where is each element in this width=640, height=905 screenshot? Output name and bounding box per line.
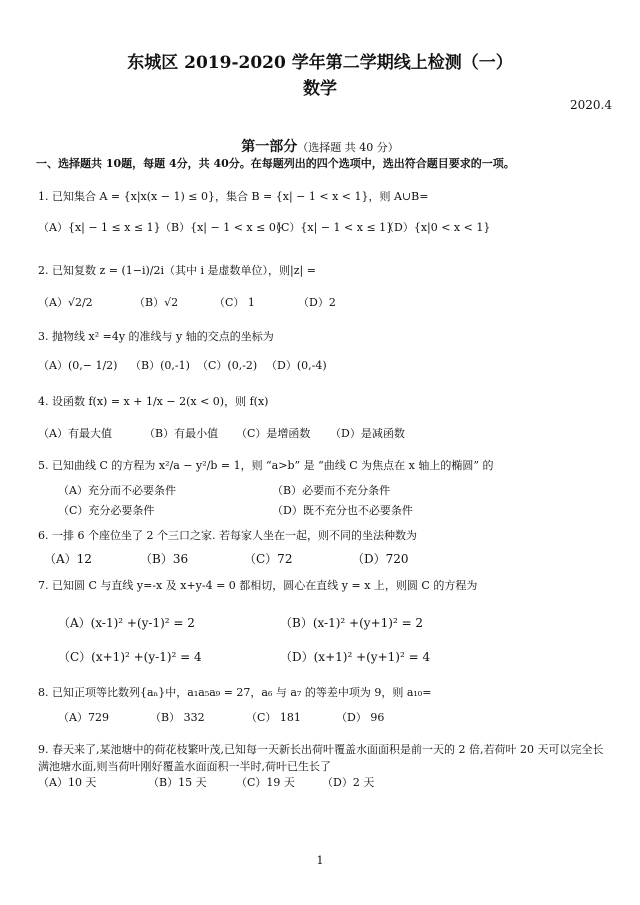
question-5-option-d: （D）既不充分也不必要条件 [272, 504, 413, 517]
question-6-option-a: （A）12 [44, 552, 92, 566]
question-9-option-d: （D）2 天 [322, 776, 375, 789]
question-7-stem: 7. 已知圆 C 与直线 y=-x 及 x+y-4 = 0 都相切，圆心在直线 y = x 上，则圆 C 的方程为 [38, 579, 478, 592]
question-1-option-a: （A）{x| − 1 ≤ x ≤ 1} [38, 221, 161, 234]
question-3-option-a: （A）(0,− 1/2) [38, 359, 118, 372]
question-2-option-a: （A）√2/2 [38, 296, 93, 309]
question-8-option-d: （D） 96 [336, 711, 385, 724]
question-3-stem: 3. 抛物线 x² =4y 的准线与 y 轴的交点的坐标为 [38, 330, 274, 343]
question-4-option-a: （A）有最大值 [38, 427, 112, 440]
question-3-option-c: （C）(0,-2) [197, 359, 258, 372]
question-3-option-d: （D）(0,-4) [266, 359, 327, 372]
question-4-option-c: （C）是增函数 [236, 427, 311, 440]
question-2-option-d: （D）2 [298, 296, 336, 309]
question-8-option-c: （C） 181 [246, 711, 301, 724]
question-4-option-d: （D）是减函数 [330, 427, 405, 440]
question-9-option-c: （C）19 天 [236, 776, 295, 789]
part-title: 第一部分 [241, 139, 298, 155]
question-4-stem: 4. 设函数 f(x) = x + 1/x − 2(x < 0)，则 f(x) [38, 395, 269, 408]
question-6-option-b: （B）36 [140, 552, 189, 566]
question-5-option-a: （A）充分而不必要条件 [58, 484, 176, 497]
question-5-option-b: （B）必要而不充分条件 [272, 484, 391, 497]
part-note: （选择题 共 40 分） [297, 141, 399, 154]
question-1-option-c: （C）{x| − 1 < x ≤ 1} [270, 221, 394, 234]
question-1-stem: 1. 已知集合 A = {x|x(x − 1) ≤ 0}，集合 B = {x| − 1 < x < 1}，则 A∪B= [38, 190, 429, 203]
question-6-option-c: （C）72 [244, 552, 293, 566]
question-7-option-b: （B）(x-1)² +(y+1)² = 2 [280, 616, 424, 630]
question-2-option-b: （B）√2 [134, 296, 179, 309]
question-6-option-d: （D）720 [352, 552, 409, 566]
question-6-stem: 6. 一排 6 个座位坐了 2 个三口之家. 若每家人坐在一起，则不同的坐法种数为 [38, 529, 417, 542]
question-1-option-d: （D）{x|0 < x < 1} [383, 221, 491, 234]
question-7-option-a: （A）(x-1)² +(y-1)² = 2 [58, 616, 195, 630]
question-9-option-b: （B）15 天 [148, 776, 207, 789]
question-8-option-a: （A）729 [58, 711, 109, 724]
question-5-stem: 5. 已知曲线 C 的方程为 x²/a − y²/b = 1，则 “a>b” 是 “曲线 C 为焦点在 x 轴上的椭圆” 的 [38, 459, 494, 472]
question-5-option-c: （C）充分必要条件 [58, 504, 155, 517]
question-9-stem: 9. 春天来了,某池塘中的荷花枝繁叶茂,已知每一天新长出荷叶覆盖水面面积是前一天的 2 倍,若荷叶 20 天可以完全长满池塘水面,则当荷叶刚好覆盖水面面积一半时,荷叶已生长了 [38, 743, 604, 773]
part-heading [0, 136, 640, 156]
question-2-stem: 2. 已知复数 z = (1−i)/2i（其中 i 是虚数单位），则|z| = [38, 264, 316, 277]
question-4-option-b: （B）有最小值 [144, 427, 219, 440]
question-2-option-c: （C） 1 [214, 296, 255, 309]
page-number: 1 [316, 854, 324, 867]
exam-date: 2020.4 [570, 98, 612, 112]
question-9-option-a: （A）10 天 [38, 776, 97, 789]
question-8-option-b: （B） 332 [150, 711, 205, 724]
question-7-option-c: （C）(x+1)² +(y-1)² = 4 [58, 650, 202, 664]
question-8-stem: 8. 已知正项等比数列{aₙ}中，a₁a₅a₉ = 27，a₆ 与 a₇ 的等差中项为 9，则 a₁₀= [38, 686, 432, 699]
question-1-option-b: （B）{x| − 1 < x ≤ 0} [160, 221, 283, 234]
subject-title: 数学 [303, 79, 337, 99]
exam-title: 东城区 2019-2020 学年第二学期线上检测（一） [127, 53, 513, 73]
question-3-option-b: （B）(0,-1) [130, 359, 190, 372]
section-instructions: 一、选择题共 10题，每题 4分，共 40分。在每题列出的四个选项中，选出符合题目要求的一项。 [36, 157, 515, 170]
question-7-option-d: （D）(x+1)² +(y+1)² = 4 [280, 650, 431, 664]
